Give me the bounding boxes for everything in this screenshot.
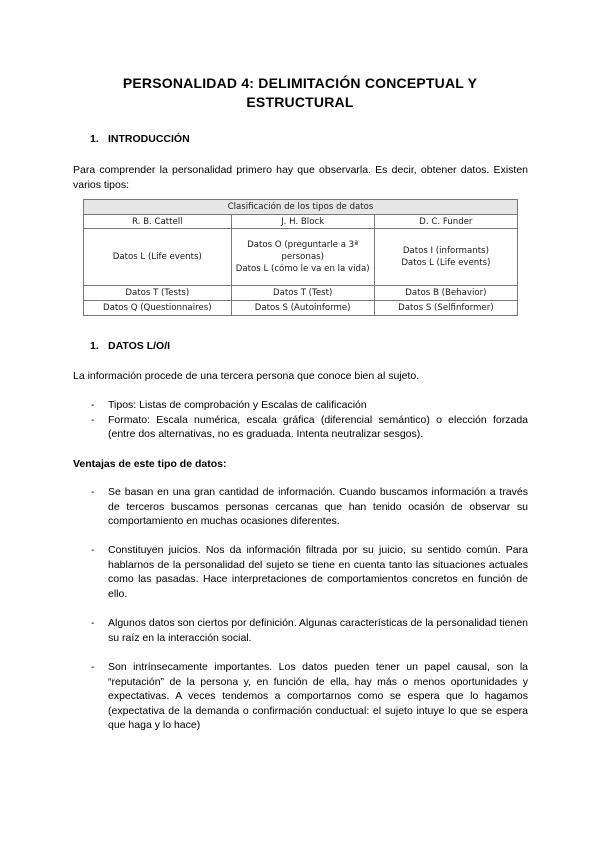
table-cell: Datos O (preguntarle a 3ª personas) Datos L (cómo le va en la vida) [231,229,374,286]
dash-bullet: - [91,544,95,556]
table-caption: Clasificación de los tipos de datos [84,200,518,215]
table-cell: Datos I (informants) Datos L (Life events) [374,229,517,286]
list-item [91,398,528,413]
table-row [84,301,518,316]
ventaja-item [91,616,528,645]
section-number: 1. [90,133,99,145]
dash-bullet: - [91,661,95,673]
table-cell: Datos Q (Questionnaires) [84,301,232,316]
ventaja-text: Algunos datos son ciertos por definición. Algunas características de la personalidad tienen su raíz en la interacción social. [108,617,528,644]
ventajas-heading: Ventajas de este tipo de datos: [73,458,227,470]
table-cell: Datos T (Test) [231,286,374,301]
ventaja-item [91,543,528,601]
table-cell: Datos S (Selfinformer) [374,301,517,316]
page-title: PERSONALIDAD 4: DELIMITACIÓN CONCEPTUAL Y ESTRUCTURAL [122,75,478,110]
dash-bullet: - [91,413,95,426]
table-row [84,286,518,301]
dash-bullet: - [91,486,95,498]
list-item [91,413,528,442]
list-item-text: Formato: Escala numérica, escala gráfica (diferencial semántico) o elección forzada (entre dos alternativas, no es graduada. Intenta neutralizar sesgos). [108,413,528,440]
datos-list [91,398,528,442]
ventaja-item [91,485,528,529]
table-header-cell: R. B. Cattell [84,215,232,229]
ventaja-text: Se basan en una gran cantidad de información. Cuando buscamos información a través de terceros buscamos personas cercanas que han tenido ocasión de observar su comportamiento en muchas ocasiones diferentes. [108,486,528,527]
list-item-text: Tipos: Listas de comprobación y Escalas de calificación [108,399,367,411]
intro-paragraph: Para comprender la personalidad primero hay que observarla. Es decir, obtener datos. Existen varios tipos: [73,164,528,191]
section-heading-introduccion [90,133,190,145]
dash-bullet: - [91,617,95,629]
ventaja-text: Son intrínsecamente importantes. Los datos pueden tener un papel causal, son la “reputación” de la persona y, en función de ella, hay más o menos oportunidades y expectativas. A veces tendemos a comportarnos como se espera que lo hagamos (expectativa de la demanda o confirmación conductual: el sujeto intuye lo que se espera que haga y lo hace) [108,661,528,731]
table-cell: Datos L (Life events) [84,229,232,286]
section-heading-datos-loi [90,340,170,352]
ventaja-text: Constituyen juicios. Nos da información filtrada por su juicio, su sentido común. Para hablarnos de la personalidad del sujeto se tiene en cuenta tanto las situaciones actuales como las pasadas. Hace interpretaciones de comportamientos concretos en función de ello. [108,544,528,600]
table-cell: Datos S (Autoinforme) [231,301,374,316]
dash-bullet: - [91,399,95,411]
data-types-table [83,199,518,316]
datos-intro: La información procede de una tercera persona que conoce bien al sujeto. [73,370,420,382]
section-number: 1. [90,340,99,352]
section-title: INTRODUCCIÓN [108,133,190,145]
table-header-cell: D. C. Funder [374,215,517,229]
section-title: DATOS L/O/I [108,340,171,352]
table-header-cell: J. H. Block [231,215,374,229]
table-row [84,229,518,286]
ventaja-item [91,660,528,733]
table-cell: Datos T (Tests) [84,286,232,301]
table-cell: Datos B (Behavior) [374,286,517,301]
